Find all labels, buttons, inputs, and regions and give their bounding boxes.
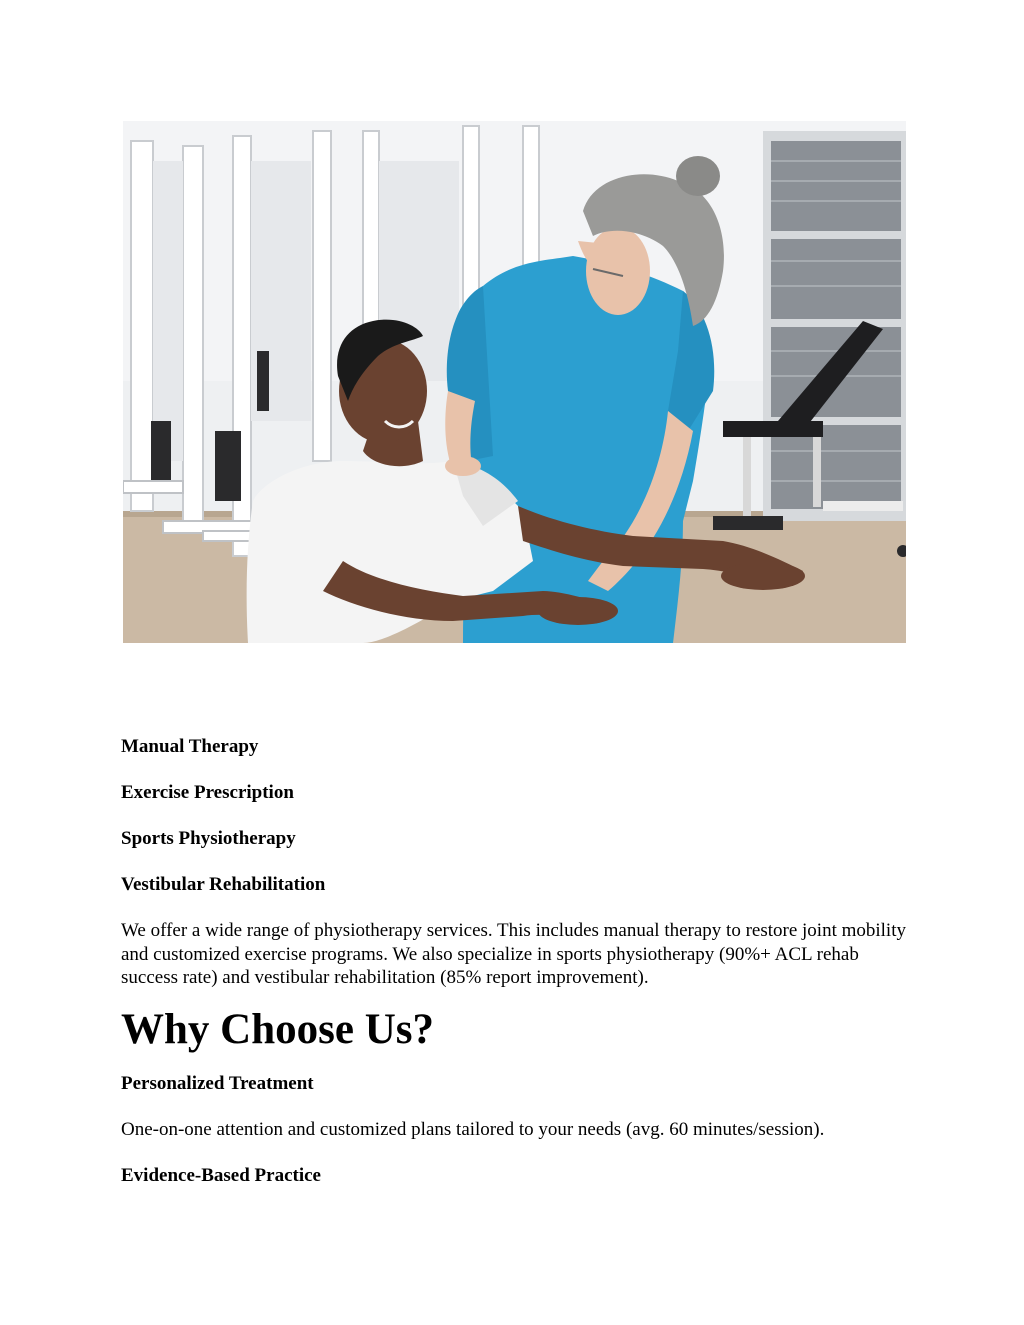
personalized-treatment-title: Personalized Treatment: [121, 1072, 314, 1094]
service-sports-physiotherapy: Sports Physiotherapy: [121, 828, 296, 849]
evidence-based-practice-title: Evidence-Based Practice: [121, 1164, 321, 1186]
service-exercise-prescription: Exercise Prescription: [121, 782, 294, 803]
personalized-treatment-text: One-on-one attention and customized plans tailored to your needs (avg. 60 minutes/session).: [121, 1118, 825, 1140]
why-choose-us-heading: Why Choose Us?: [121, 1005, 434, 1053]
service-manual-therapy: Manual Therapy: [121, 736, 259, 757]
services-description: We offer a wide range of physiotherapy services. This includes manual therapy to restore joint mobility and customized exercise programs. We also specialize in sports physiotherapy (90%+ ACL rehab success rate) and vestibular rehabilitation (85% report improvement).: [121, 920, 906, 988]
main-content: [121, 735, 911, 1210]
physiotherapy-photo: [123, 121, 906, 643]
service-vestibular-rehabilitation: Vestibular Rehabilitation: [121, 874, 326, 895]
